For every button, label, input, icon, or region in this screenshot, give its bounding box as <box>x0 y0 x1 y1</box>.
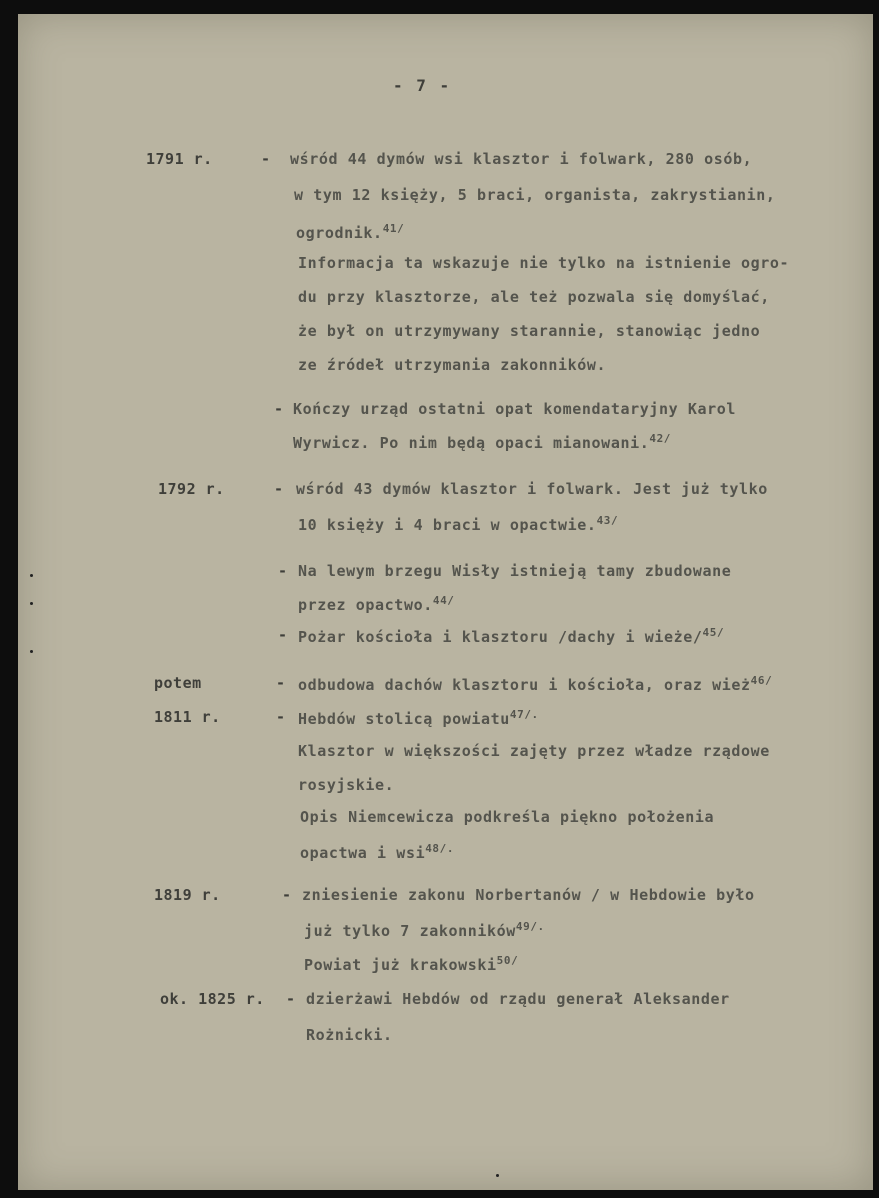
entry-line: ogrodnik.$^{41/}$ <box>296 222 405 242</box>
entry-line: ze źródeł utrzymania zakonników. <box>298 356 607 374</box>
paper-speck <box>30 574 33 577</box>
entry-line: Powiat już krakowski$^{50/}$ <box>304 954 519 974</box>
entry-line: 10 księży i 4 braci w opactwie.$^{43/}$ <box>298 514 619 534</box>
entry-line: Na lewym brzegu Wisły istnieją tamy zbudowane <box>298 562 732 580</box>
entry-date: 1819 r. <box>154 886 221 904</box>
entry-line: Pożar kościoła i klasztoru /dachy i wieże/$^{45/}$ <box>298 626 725 646</box>
entry-line: du przy klasztorze, ale też pozwala się domyślać, <box>298 288 770 306</box>
entry-line: Wyrwicz. Po nim będą opaci mianowani.$^{42/}$ <box>293 432 672 452</box>
entry-dash: - <box>276 708 286 726</box>
footnote-ref: 41/ <box>382 222 405 235</box>
entry-line: że był on utrzymywany starannie, stanowiąc jedno <box>298 322 761 340</box>
entry-dash: - <box>282 886 292 904</box>
footnote-ref: 42/ <box>649 432 672 445</box>
entry-date: potem <box>154 674 202 692</box>
entry-date: ok. 1825 r. <box>160 990 265 1008</box>
entry-line: zniesienie zakonu Norbertanów / w Hebdowie było <box>302 886 755 904</box>
entry-dash: - <box>278 562 288 580</box>
entry-line: wśród 44 dymów wsi klasztor i folwark, 280 osób, <box>290 150 753 168</box>
footnote-ref: 48/. <box>425 842 455 855</box>
entry-line: dzierżawi Hebdów od rządu generał Aleksander <box>306 990 730 1008</box>
entry-line: w tym 12 księży, 5 braci, organista, zakrystianin, <box>294 186 776 204</box>
document-page <box>18 14 873 1190</box>
footnote-ref: 44/ <box>432 594 455 607</box>
entry-line: już tylko 7 zakonników$^{49/.}$ <box>304 920 545 940</box>
footnote-ref: 46/ <box>750 674 773 687</box>
entry-line: Opis Niemcewicza podkreśla piękno położenia <box>300 808 715 826</box>
entry-dash: - <box>278 626 288 644</box>
entry-line: wśród 43 dymów klasztor i folwark. Jest już tylko <box>296 480 768 498</box>
footnote-ref: 47/. <box>509 708 539 721</box>
entry-line: Hebdów stolicą powiatu$^{47/.}$ <box>298 708 539 728</box>
entry-dash: - <box>276 674 286 692</box>
entry-line: Kończy urząd ostatni opat komendataryjny Karol <box>293 400 737 418</box>
entry-line: Informacja ta wskazuje nie tylko na istnienie ogro- <box>298 254 790 272</box>
page-number: - 7 - <box>393 76 452 95</box>
entry-line: Rożnicki. <box>306 1026 393 1044</box>
paper-speck <box>30 650 33 653</box>
entry-line: odbudowa dachów klasztoru i kościoła, oraz wież$^{46/}$ <box>298 674 773 694</box>
entry-line: przez opactwo.$^{44/}$ <box>298 594 455 614</box>
paper-speck <box>30 602 33 605</box>
entry-line: opactwa i wsi$^{48/.}$ <box>300 842 455 862</box>
entry-dash: - <box>286 990 296 1008</box>
entry-dash: - <box>274 480 284 498</box>
entry-dash: - <box>261 150 271 168</box>
footnote-ref: 43/ <box>596 514 619 527</box>
entry-dash: - <box>274 400 284 418</box>
footnote-ref: 49/. <box>515 920 545 933</box>
footnote-ref: 50/ <box>496 954 519 967</box>
entry-date: 1792 r. <box>158 480 225 498</box>
paper-speck <box>496 1174 499 1177</box>
footnote-ref: 45/ <box>702 626 725 639</box>
entry-date: 1811 r. <box>154 708 221 726</box>
entry-line: Klasztor w większości zajęty przez władze rządowe <box>298 742 770 760</box>
entry-line: rosyjskie. <box>298 776 395 794</box>
entry-date: 1791 r. <box>146 150 213 168</box>
